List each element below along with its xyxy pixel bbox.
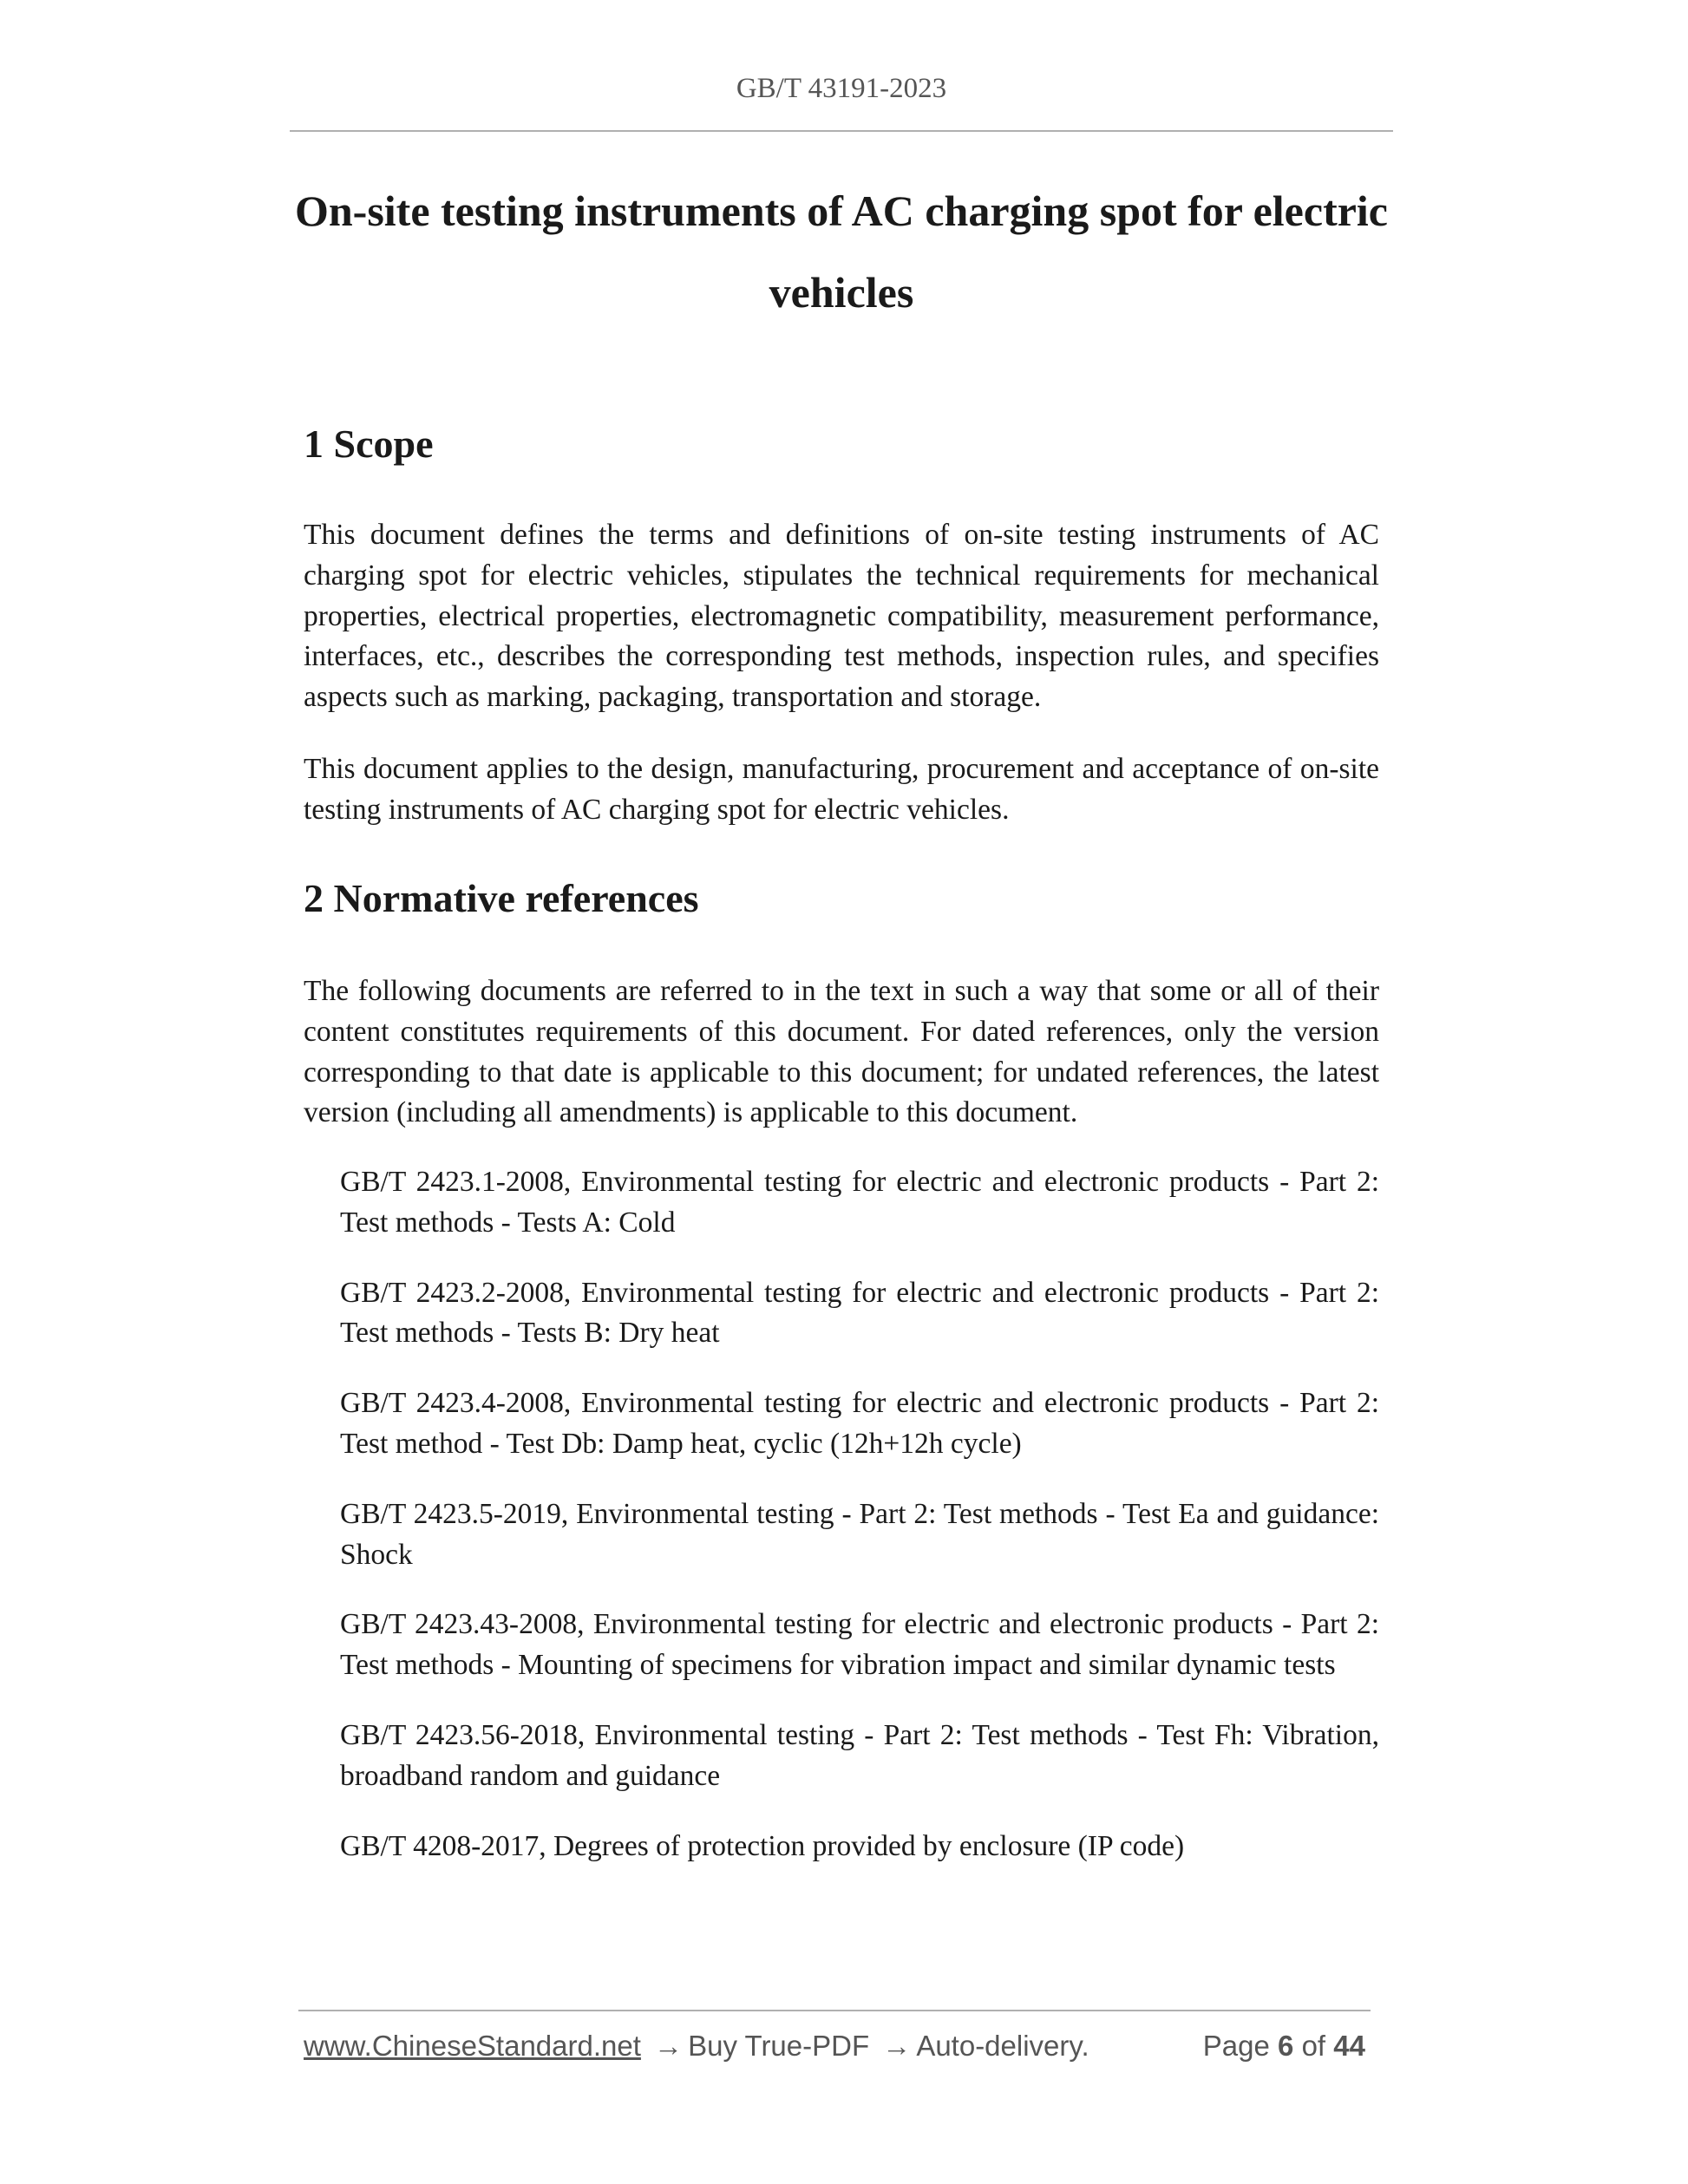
reference-item: GB/T 4208-2017, Degrees of protection provided by enclosure (IP code) [340,1829,1185,1862]
footer-promo [304,2030,1089,2063]
document-title: On-site testing instruments of AC charging spot for electric vehicles [294,186,1388,317]
reference-item: GB/T 2423.4-2008, Environmental testing for electric and electronic products - Part 2: Test method - Test Db: Damp heat, cyclic (12h+12h cycle) [340,1387,1379,1460]
reference-item: GB/T 2423.1-2008, Environmental testing for electric and electronic products - Part 2: Test methods - Tests A: Cold [340,1166,1379,1239]
auto-delivery-text: Auto-delivery. [916,2030,1089,2062]
doc-code-header: GB/T 43191-2023 [736,73,947,104]
arrow-right-icon: → [882,2030,912,2062]
page-number [1203,2030,1365,2063]
scope-paragraph-2: This document applies to the design, manufacturing, procurement and acceptance of on-site testing instruments of AC charging spot for electric vehicles. [304,753,1379,826]
reference-list [340,1162,1379,1896]
page-total: 44 [1333,2030,1365,2062]
footer-divider [298,2010,1371,2011]
page-of-label: of [1301,2030,1326,2062]
chinesestandard-link[interactable]: www.ChineseStandard.net [304,2030,641,2062]
reference-item: GB/T 2423.43-2008, Environmental testing for electric and electronic products - Part 2: Test methods - Mounting of specimens for vibration impact and similar dynamic tests [340,1608,1379,1682]
arrow-right-icon: → [654,2030,684,2062]
section-heading-scope: 1 Scope [304,422,434,466]
normative-references-intro: The following documents are referred to in the text in such a way that some or all of their content constitutes requirements of this document. For dated references, only the version corresponding to that date is applicable to this document; for undated references, the latest version (including all amendments) is applicable to this document. [304,975,1379,1129]
section-heading-normative-references: 2 Normative references [304,876,699,920]
scope-paragraph-1: This document defines the terms and definitions of on-site testing instruments of AC charging spot for electric vehicles, stipulates the technical requirements for mechanical properties, electrical properties, electromagnetic compatibility, measurement performance, interfaces, etc., describes the corresponding test methods, inspection rules, and specifies aspects such as marking, packaging, transportation and storage. [304,519,1379,714]
page-label: Page [1202,2030,1270,2062]
reference-item: GB/T 2423.56-2018, Environmental testing - Part 2: Test methods - Test Fh: Vibration, broadband random and guidance [340,1718,1379,1792]
reference-item: GB/T 2423.2-2008, Environmental testing for electric and electronic products - Part 2: Test methods - Tests B: Dry heat [340,1276,1379,1350]
buy-true-pdf-text: Buy True-PDF [688,2030,870,2062]
reference-item: GB/T 2423.5-2019, Environmental testing - Part 2: Test methods - Test Ea and guidance: Shock [340,1497,1379,1571]
page-current: 6 [1278,2030,1294,2062]
header-divider [290,130,1393,132]
